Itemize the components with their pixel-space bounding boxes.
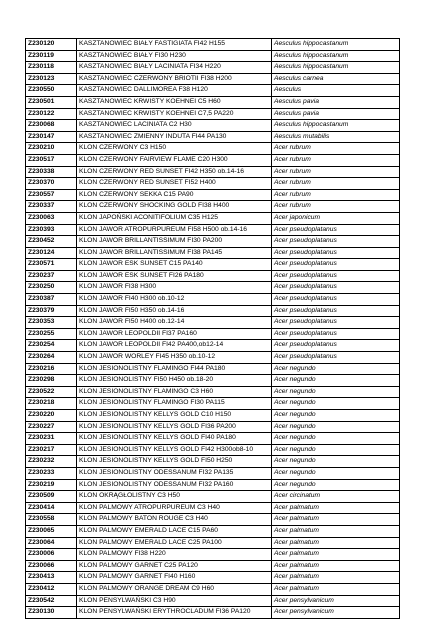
species-name-cell: Aesculus pavia bbox=[272, 108, 400, 120]
table-row bbox=[26, 375, 400, 387]
product-name-cell: KLON PALMOWY EMERALD LACE C15 PA60 bbox=[77, 525, 272, 537]
product-name-cell: KLON JAWOR ATROPURPUREUM FI58 H500 ob.14-16 bbox=[77, 224, 272, 236]
product-name-cell: KASZTANOWIEC ZMIENNY INDUTA FI44 PA130 bbox=[77, 131, 272, 143]
table-row bbox=[26, 549, 400, 561]
product-code-cell: Z230254 bbox=[26, 340, 77, 352]
product-code-cell: Z230414 bbox=[26, 502, 77, 514]
table-row bbox=[26, 433, 400, 445]
product-name-cell: KLON JESIONOLISTNY KELLYS GOLD FI42 H300ob8-10 bbox=[77, 444, 272, 456]
table-row bbox=[26, 108, 400, 120]
product-name-cell: KLON JAWOR FI40 H300 ob.10-12 bbox=[77, 294, 272, 306]
table-row bbox=[26, 294, 400, 306]
table-row bbox=[26, 39, 400, 51]
product-name-cell: KLON JESIONOLISTNY KELLYS GOLD FI40 PA180 bbox=[77, 433, 272, 445]
product-table bbox=[25, 38, 400, 619]
species-name-cell: Acer pseudoplatanus bbox=[272, 236, 400, 248]
product-name-cell: KLON PALMOWY EMERALD LACE C25 PA100 bbox=[77, 537, 272, 549]
species-name-cell: Acer negundo bbox=[272, 433, 400, 445]
species-name-cell: Acer rubrum bbox=[272, 143, 400, 155]
species-name-cell: Acer pseudoplatanus bbox=[272, 317, 400, 329]
table-row bbox=[26, 514, 400, 526]
species-name-cell: Acer palmatum bbox=[272, 514, 400, 526]
table-row bbox=[26, 166, 400, 178]
product-name-cell: KLON PALMOWY GARNET FI40 H160 bbox=[77, 572, 272, 584]
table-row bbox=[26, 85, 400, 97]
product-name-cell: KLON JESIONOLISTNY FLAMINGO FI30 PA115 bbox=[77, 398, 272, 410]
product-name-cell: KLON JESIONOLISTNY KELLYS GOLD C10 H150 bbox=[77, 410, 272, 422]
product-code-cell: Z230065 bbox=[26, 525, 77, 537]
table-row bbox=[26, 96, 400, 108]
species-name-cell: Acer negundo bbox=[272, 363, 400, 375]
product-code-cell: Z230264 bbox=[26, 352, 77, 364]
product-code-cell: Z230220 bbox=[26, 410, 77, 422]
product-name-cell: KASZTANOWIEC DALLIMOREA F38 H120 bbox=[77, 85, 272, 97]
table-row bbox=[26, 120, 400, 132]
table-row bbox=[26, 154, 400, 166]
species-name-cell: Acer negundo bbox=[272, 456, 400, 468]
product-name-cell: KLON PENSYLWAŃSKI ERYTHROCLADUM FI36 PA120 bbox=[77, 607, 272, 619]
product-name-cell: KLON CZERWONY RED SUNSET FI52 H400 bbox=[77, 178, 272, 190]
product-code-cell: Z230232 bbox=[26, 456, 77, 468]
product-name-cell: KLON JESIONOLISTNY ODESSANUM FI32 PA160 bbox=[77, 479, 272, 491]
product-code-cell: Z230227 bbox=[26, 421, 77, 433]
product-code-cell: Z230147 bbox=[26, 131, 77, 143]
product-name-cell: KLON JAWOR FI38 H300 bbox=[77, 282, 272, 294]
product-name-cell: KASZTANOWIEC LACINIATA C2 H30 bbox=[77, 120, 272, 132]
product-code-cell: Z230542 bbox=[26, 595, 77, 607]
product-name-cell: KLON CZERWONY SEKKA C15 PA90 bbox=[77, 189, 272, 201]
product-name-cell: KLON JESIONOLISTNY FLAMINGO C3 H60 bbox=[77, 386, 272, 398]
species-name-cell: Acer negundo bbox=[272, 444, 400, 456]
table-row bbox=[26, 467, 400, 479]
product-name-cell: KLON JESIONOLISTNY KELLYS GOLD FI36 PA200 bbox=[77, 421, 272, 433]
species-name-cell: Acer rubrum bbox=[272, 201, 400, 213]
product-name-cell: KLON JESIONOLISTNY ODESSANUM FI32 PA135 bbox=[77, 467, 272, 479]
product-code-cell: Z230522 bbox=[26, 386, 77, 398]
table-row bbox=[26, 259, 400, 271]
product-name-cell: KASZTANOWIEC BIAŁY FASTIGIATA FI42 H155 bbox=[77, 39, 272, 51]
table-row bbox=[26, 317, 400, 329]
product-code-cell: Z230393 bbox=[26, 224, 77, 236]
product-name-cell: KASZTANOWIEC KRWISTY KOEHNEI C5 H60 bbox=[77, 96, 272, 108]
species-name-cell: Acer palmatum bbox=[272, 560, 400, 572]
product-name-cell: KLON PALMOWY ATROPURPUREUM C3 H40 bbox=[77, 502, 272, 514]
species-name-cell: Acer pensylvanicum bbox=[272, 595, 400, 607]
species-name-cell: Aesculus mutabilis bbox=[272, 131, 400, 143]
product-code-cell: Z230387 bbox=[26, 294, 77, 306]
product-name-cell: KLON JAWOR FI50 H400 ob.12-14 bbox=[77, 317, 272, 329]
product-table-body bbox=[26, 39, 400, 619]
table-row bbox=[26, 560, 400, 572]
table-row bbox=[26, 502, 400, 514]
product-code-cell: Z230370 bbox=[26, 178, 77, 190]
product-name-cell: KLON JESIONOLISTNY FI50 H450 ob.18-20 bbox=[77, 375, 272, 387]
species-name-cell: Acer negundo bbox=[272, 410, 400, 422]
table-row bbox=[26, 410, 400, 422]
table-row bbox=[26, 607, 400, 619]
table-row bbox=[26, 444, 400, 456]
product-code-cell: Z230298 bbox=[26, 375, 77, 387]
species-name-cell: Acer palmatum bbox=[272, 572, 400, 584]
species-name-cell: Acer circinatum bbox=[272, 491, 400, 503]
product-code-cell: Z230413 bbox=[26, 572, 77, 584]
species-name-cell: Acer pseudoplatanus bbox=[272, 270, 400, 282]
product-name-cell: KLON CZERWONY SHOCKING GOLD FI38 H400 bbox=[77, 201, 272, 213]
species-name-cell: Aesculus pavia bbox=[272, 96, 400, 108]
product-name-cell: KLON CZERWONY C3 H150 bbox=[77, 143, 272, 155]
species-name-cell: Acer negundo bbox=[272, 386, 400, 398]
product-code-cell: Z230412 bbox=[26, 583, 77, 595]
table-row bbox=[26, 340, 400, 352]
table-row bbox=[26, 189, 400, 201]
table-row bbox=[26, 386, 400, 398]
table-row bbox=[26, 398, 400, 410]
table-row bbox=[26, 73, 400, 85]
species-name-cell: Acer negundo bbox=[272, 467, 400, 479]
product-code-cell: Z230337 bbox=[26, 201, 77, 213]
product-name-cell: KLON JESIONOLISTNY KELLYS GOLD FI50 H250 bbox=[77, 456, 272, 468]
product-code-cell: Z230338 bbox=[26, 166, 77, 178]
species-name-cell: Acer pseudoplatanus bbox=[272, 282, 400, 294]
product-code-cell: Z230210 bbox=[26, 143, 77, 155]
product-code-cell: Z230250 bbox=[26, 282, 77, 294]
product-name-cell: KLON PALMOWY BATON ROUGE C3 H40 bbox=[77, 514, 272, 526]
product-code-cell: Z230233 bbox=[26, 467, 77, 479]
product-code-cell: Z230123 bbox=[26, 73, 77, 85]
product-name-cell: KLON JAWOR ESK SUNSET C15 PA140 bbox=[77, 259, 272, 271]
species-name-cell: Acer negundo bbox=[272, 479, 400, 491]
species-name-cell: Acer pseudoplatanus bbox=[272, 294, 400, 306]
product-code-cell: Z230216 bbox=[26, 363, 77, 375]
table-row bbox=[26, 328, 400, 340]
product-code-cell: Z230006 bbox=[26, 549, 77, 561]
product-name-cell: KLON OKRĄGŁOLISTNY C3 H50 bbox=[77, 491, 272, 503]
product-name-cell: KLON JAWOR LEOPOLDII FI37 PA160 bbox=[77, 328, 272, 340]
table-row bbox=[26, 491, 400, 503]
product-code-cell: Z230353 bbox=[26, 317, 77, 329]
species-name-cell: Acer negundo bbox=[272, 398, 400, 410]
table-row bbox=[26, 572, 400, 584]
species-name-cell: Aesculus hippocastanum bbox=[272, 62, 400, 74]
species-name-cell: Acer rubrum bbox=[272, 189, 400, 201]
table-row bbox=[26, 212, 400, 224]
product-code-cell: Z230063 bbox=[26, 212, 77, 224]
table-row bbox=[26, 537, 400, 549]
table-row bbox=[26, 247, 400, 259]
product-code-cell: Z230068 bbox=[26, 120, 77, 132]
table-row bbox=[26, 456, 400, 468]
species-name-cell: Acer rubrum bbox=[272, 154, 400, 166]
product-name-cell: KLON JAPOŃSKI ACONITIFOLIUM C35 H125 bbox=[77, 212, 272, 224]
product-name-cell: KLON CZERWONY RED SUNSET FI42 H350 ob.14-16 bbox=[77, 166, 272, 178]
product-name-cell: KASZTANOWIEC BIAŁY LACINIATA FI34 H220 bbox=[77, 62, 272, 74]
species-name-cell: Acer pseudoplatanus bbox=[272, 259, 400, 271]
table-row bbox=[26, 178, 400, 190]
species-name-cell: Acer rubrum bbox=[272, 178, 400, 190]
product-code-cell: Z230517 bbox=[26, 154, 77, 166]
product-code-cell: Z230231 bbox=[26, 433, 77, 445]
species-name-cell: Acer rubrum bbox=[272, 166, 400, 178]
table-row bbox=[26, 352, 400, 364]
product-code-cell: Z230130 bbox=[26, 607, 77, 619]
species-name-cell: Aesculus carnea bbox=[272, 73, 400, 85]
product-code-cell: Z230064 bbox=[26, 537, 77, 549]
species-name-cell: Acer pseudoplatanus bbox=[272, 224, 400, 236]
species-name-cell: Acer palmatum bbox=[272, 537, 400, 549]
species-name-cell: Acer negundo bbox=[272, 421, 400, 433]
species-name-cell: Aesculus hippocastanum bbox=[272, 120, 400, 132]
species-name-cell: Acer palmatum bbox=[272, 549, 400, 561]
table-row bbox=[26, 479, 400, 491]
species-name-cell: Acer pensylvanicum bbox=[272, 607, 400, 619]
product-name-cell: KLON PALMOWY FI38 H220 bbox=[77, 549, 272, 561]
product-name-cell: KLON PALMOWY ORANGE DREAM C9 H60 bbox=[77, 583, 272, 595]
product-name-cell: KLON JAWOR ESK SUNSET FI26 PA180 bbox=[77, 270, 272, 282]
product-code-cell: Z230119 bbox=[26, 50, 77, 62]
product-name-cell: KASZTANOWIEC BIAŁY FI30 H230 bbox=[77, 50, 272, 62]
species-name-cell: Acer pseudoplatanus bbox=[272, 247, 400, 259]
table-row bbox=[26, 595, 400, 607]
table-row bbox=[26, 236, 400, 248]
species-name-cell: Acer palmatum bbox=[272, 583, 400, 595]
table-row bbox=[26, 525, 400, 537]
species-name-cell: Acer pseudoplatanus bbox=[272, 340, 400, 352]
product-code-cell: Z230237 bbox=[26, 270, 77, 282]
product-code-cell: Z230218 bbox=[26, 398, 77, 410]
product-name-cell: KLON JAWOR FI50 H350 ob.14-16 bbox=[77, 305, 272, 317]
species-name-cell: Acer pseudoplatanus bbox=[272, 305, 400, 317]
table-row bbox=[26, 50, 400, 62]
table-row bbox=[26, 143, 400, 155]
product-code-cell: Z230557 bbox=[26, 189, 77, 201]
product-code-cell: Z230550 bbox=[26, 85, 77, 97]
product-code-cell: Z230255 bbox=[26, 328, 77, 340]
table-row bbox=[26, 270, 400, 282]
table-row bbox=[26, 282, 400, 294]
product-code-cell: Z230219 bbox=[26, 479, 77, 491]
product-code-cell: Z230118 bbox=[26, 62, 77, 74]
product-name-cell: KASZTANOWIEC CZERWONY BRIOTII FI38 H200 bbox=[77, 73, 272, 85]
table-row bbox=[26, 363, 400, 375]
product-code-cell: Z230122 bbox=[26, 108, 77, 120]
table-row bbox=[26, 224, 400, 236]
product-name-cell: KLON CZERWONY FAIRVIEW FLAME C20 H300 bbox=[77, 154, 272, 166]
species-name-cell: Acer pseudoplatanus bbox=[272, 328, 400, 340]
product-name-cell: KASZTANOWIEC KRWISTY KOEHNEI C7,5 PA220 bbox=[77, 108, 272, 120]
species-name-cell: Aesculus hippocastanum bbox=[272, 39, 400, 51]
product-code-cell: Z230558 bbox=[26, 514, 77, 526]
product-code-cell: Z230217 bbox=[26, 444, 77, 456]
product-name-cell: KLON JAWOR BRILLANTISSIMUM FI30 PA200 bbox=[77, 236, 272, 248]
species-name-cell: Acer pseudoplatanus bbox=[272, 352, 400, 364]
species-name-cell: Acer palmatum bbox=[272, 502, 400, 514]
product-code-cell: Z230571 bbox=[26, 259, 77, 271]
product-name-cell: KLON PENSYLWAŃSKI C3 H90 bbox=[77, 595, 272, 607]
product-name-cell: KLON JAWOR WORLEY FI45 H350 ob.10-12 bbox=[77, 352, 272, 364]
species-name-cell: Aesculus bbox=[272, 85, 400, 97]
product-code-cell: Z230124 bbox=[26, 247, 77, 259]
table-row bbox=[26, 201, 400, 213]
species-name-cell: Aesculus hippocastanum bbox=[272, 50, 400, 62]
product-code-cell: Z230452 bbox=[26, 236, 77, 248]
table-row bbox=[26, 62, 400, 74]
table-row bbox=[26, 421, 400, 433]
product-code-cell: Z230509 bbox=[26, 491, 77, 503]
species-name-cell: Acer palmatum bbox=[272, 525, 400, 537]
product-name-cell: KLON JAWOR BRILLANTISSIMUM FI38 PA145 bbox=[77, 247, 272, 259]
product-code-cell: Z230379 bbox=[26, 305, 77, 317]
product-name-cell: KLON PALMOWY GARNET C25 PA120 bbox=[77, 560, 272, 572]
species-name-cell: Acer japonicum bbox=[272, 212, 400, 224]
product-code-cell: Z230066 bbox=[26, 560, 77, 572]
species-name-cell: Acer negundo bbox=[272, 375, 400, 387]
product-code-cell: Z230120 bbox=[26, 39, 77, 51]
product-code-cell: Z230501 bbox=[26, 96, 77, 108]
table-row bbox=[26, 305, 400, 317]
table-row bbox=[26, 131, 400, 143]
product-name-cell: KLON JESIONOLISTNY FLAMINGO FI44 PA180 bbox=[77, 363, 272, 375]
product-name-cell: KLON JAWOR LEOPOLDII FI42 PA400,ob12-14 bbox=[77, 340, 272, 352]
table-row bbox=[26, 583, 400, 595]
